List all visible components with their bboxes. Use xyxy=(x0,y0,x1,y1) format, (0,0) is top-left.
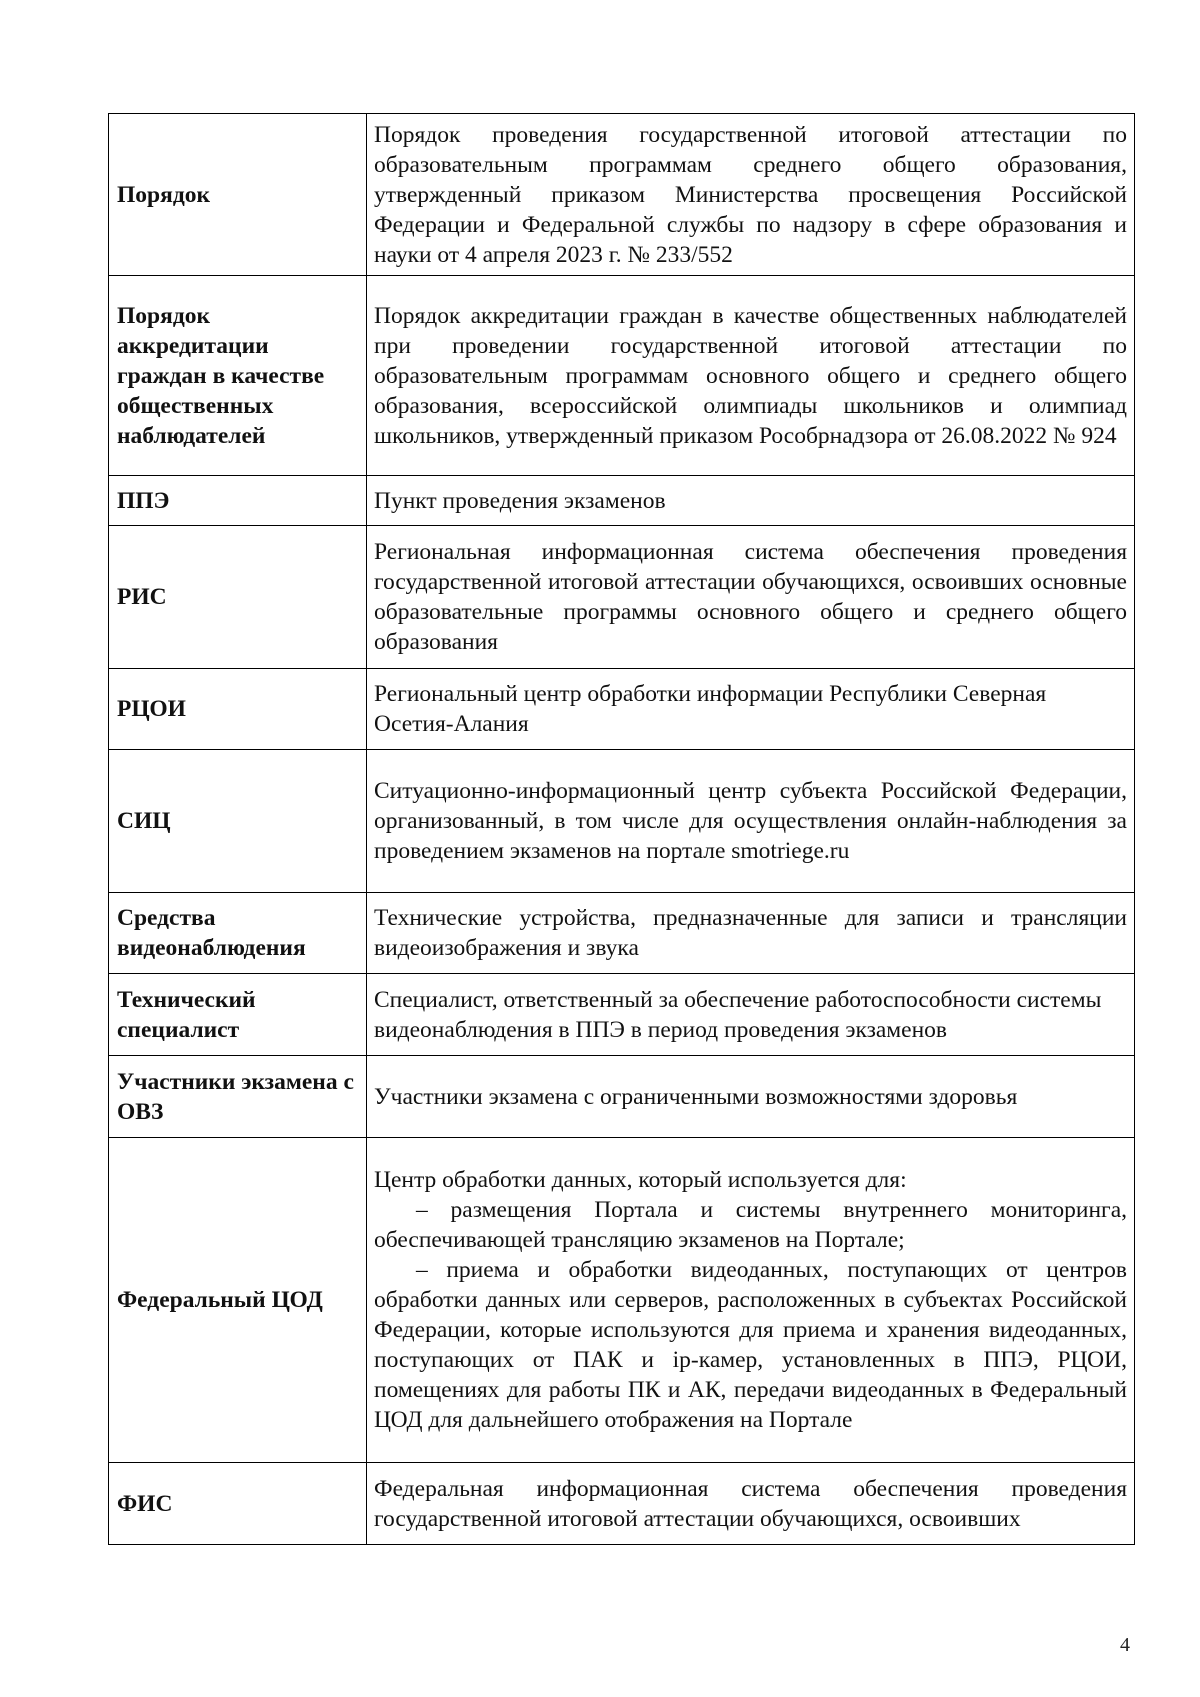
definition-cell xyxy=(367,893,1135,974)
definition-list-item: – размещения Портала и системы внутреннего мониторинга, обеспечивающей трансляцию экзаменов на Портале; xyxy=(374,1197,1127,1253)
definition-cell xyxy=(367,974,1135,1056)
term-cell: РИС xyxy=(109,526,367,669)
definition-cell xyxy=(367,1138,1135,1463)
term-cell: ППЭ xyxy=(109,476,367,526)
table-row xyxy=(109,669,1135,750)
definition-cell xyxy=(367,526,1135,669)
table-row xyxy=(109,1463,1135,1545)
definition-cell xyxy=(367,114,1135,276)
table-row xyxy=(109,1138,1135,1463)
table-row xyxy=(109,476,1135,526)
term-cell: СИЦ xyxy=(109,750,367,893)
definition-list-item: – приема и обработки видеоданных, поступающих от центров обработки данных или серверов, расположенных в субъектах Российской Федерации, которые используются для приема и хранения видеоданных, поступающих от ПАК и ip-камер, установленных в ППЭ, РЦОИ, помещениях для работы ПК и АК, передачи видеоданных в Федеральный ЦОД для дальнейшего отображения на Портале xyxy=(374,1257,1127,1433)
definition-cell xyxy=(367,1056,1135,1138)
definition-text: Региональный центр обработки информации Республики Северная Осетия-Алания xyxy=(374,681,1047,737)
definition-text: Участники экзамена с ограниченными возможностями здоровья xyxy=(374,1083,1018,1110)
term-cell: Технический специалист xyxy=(109,974,367,1056)
definition-text: Центр обработки данных, который используется для: xyxy=(374,1167,907,1193)
definition-cell xyxy=(367,750,1135,893)
term-cell: ФИС xyxy=(109,1463,367,1545)
term-cell: Участники экзамена с ОВЗ xyxy=(109,1056,367,1138)
table-row xyxy=(109,893,1135,974)
definition-text: Пункт проведения экзаменов xyxy=(374,487,666,514)
definition-text: Ситуационно-информационный центр субъекта Российской Федерации, организованный, в том числе для осуществления онлайн-наблюдения за проведением экзаменов на портале smotriege.ru xyxy=(374,778,1127,864)
table-row xyxy=(109,750,1135,893)
definition-text: Специалист, ответственный за обеспечение работоспособности системы видеонаблюдения в ППЭ в период проведения экзаменов xyxy=(374,986,1102,1043)
definition-cell xyxy=(367,276,1135,476)
page-number: 4 xyxy=(1120,1634,1130,1656)
glossary-table xyxy=(108,113,1135,1545)
definition-cell xyxy=(367,1463,1135,1545)
definition-text: Федеральная информационная система обеспечения проведения государственной итоговой аттестации обучающихся, освоивших xyxy=(374,1475,1127,1532)
table-row xyxy=(109,114,1135,276)
definition-text: Технические устройства, предназначенные для записи и трансляции видеоизображения и звука xyxy=(374,905,1127,961)
table-row xyxy=(109,1056,1135,1138)
term-cell: Федеральный ЦОД xyxy=(109,1138,367,1463)
table-row xyxy=(109,276,1135,476)
definition-text: Порядок аккредитации граждан в качестве общественных наблюдателей при проведении государственной итоговой аттестации по образовательным программам основного общего и среднего общего образования, всероссийской олимпиады школьников и олимпиад школьников, утвержденный приказом Рособрнадзора от 26.08.2022 № 924 xyxy=(374,302,1127,449)
table-row xyxy=(109,974,1135,1056)
definition-cell xyxy=(367,476,1135,526)
table-row xyxy=(109,526,1135,669)
definition-text: Региональная информационная система обеспечения проведения государственной итоговой аттестации обучающихся, освоивших основные образовательные программы основного общего и среднего общего образования xyxy=(374,539,1127,655)
term-cell: Порядок xyxy=(109,114,367,276)
definition-cell xyxy=(367,669,1135,750)
definition-text: Порядок проведения государственной итоговой аттестации по образовательным программам среднего общего образования, утвержденный приказом Министерства просвещения Российской Федерации и Федеральной службы по надзору в сфере образования и науки от 4 апреля 2023 г. № 233/552 xyxy=(374,121,1127,268)
term-cell: РЦОИ xyxy=(109,669,367,750)
term-cell: Средства видеонаблюдения xyxy=(109,893,367,974)
term-cell: Порядок аккредитации граждан в качестве общественных наблюдателей xyxy=(109,276,367,476)
